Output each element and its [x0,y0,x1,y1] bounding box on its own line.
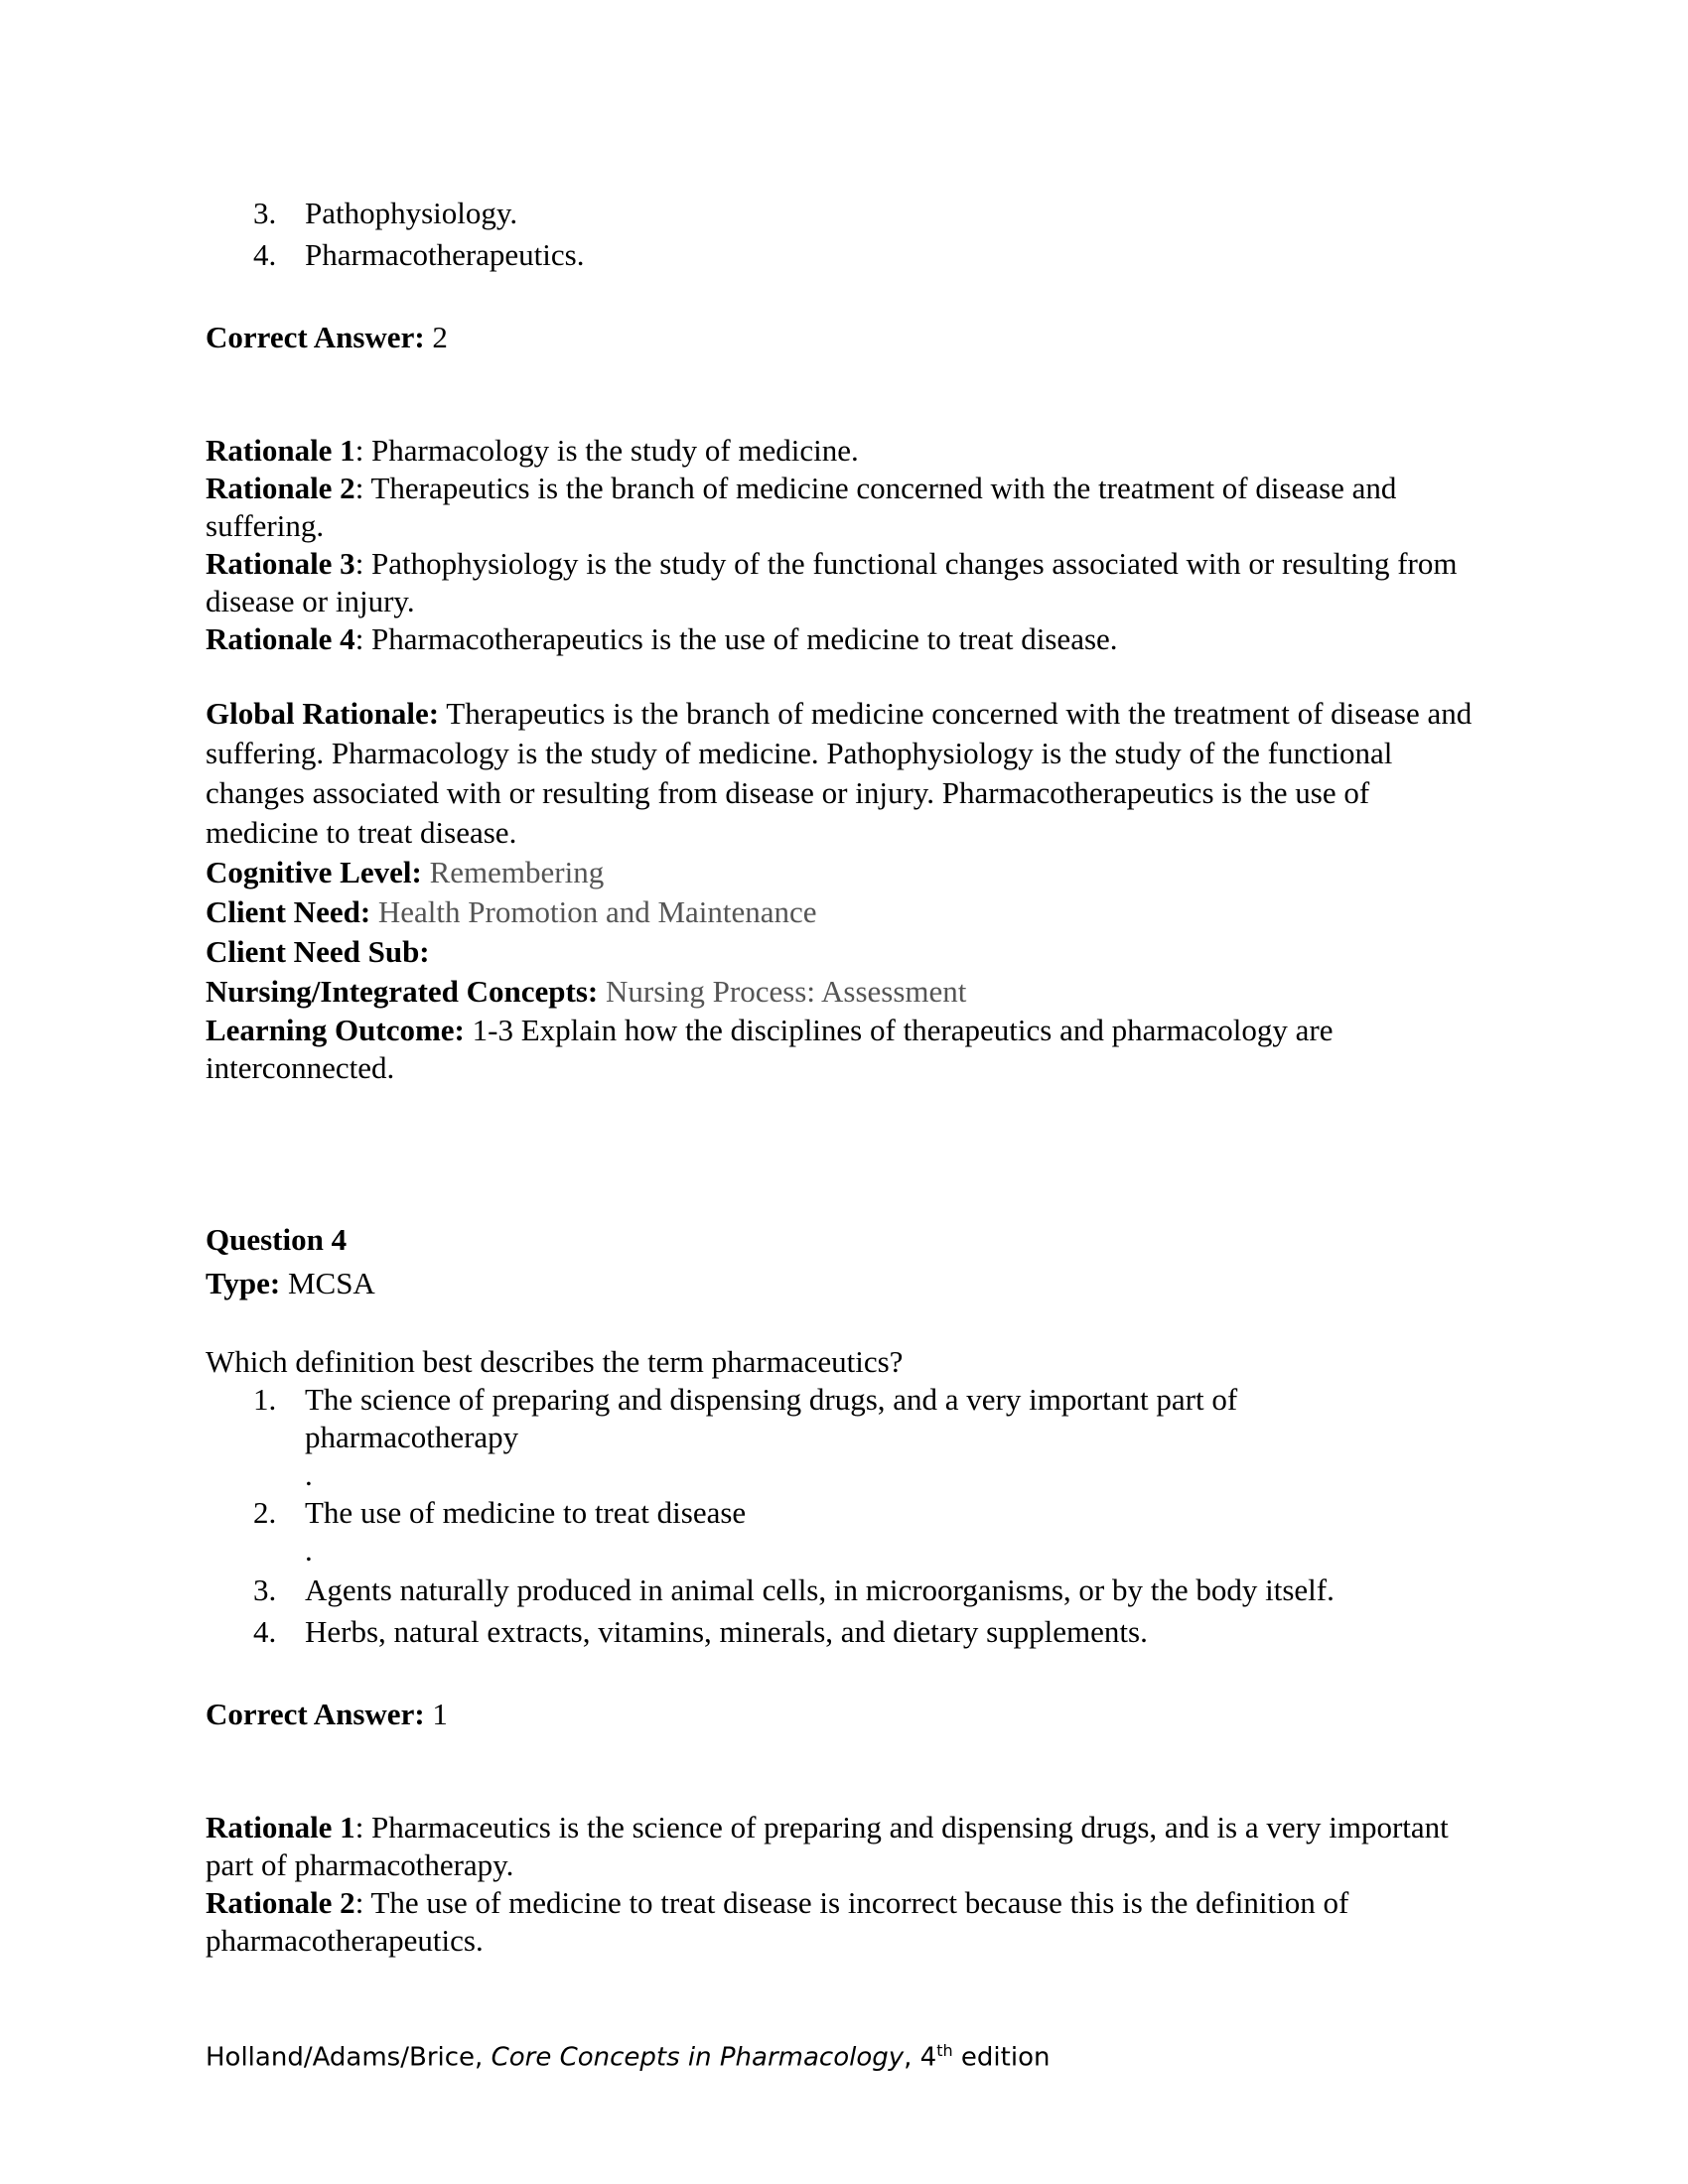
rationale-item [206,620,1486,658]
q4-option-3 [206,1571,1486,1609]
rationale-item [206,1809,1486,1884]
option-text: The use of medicine to treat disease [305,1495,747,1530]
option-trailing-dot: . [305,1533,313,1568]
rationale-item [206,545,1486,620]
nursing-concepts [206,972,1486,1012]
learning-outcome-value: 1-3 Explain how the disciplines of therapeutics and pharmacology are interconnected. [206,1013,1334,1085]
learning-outcome [206,1012,1486,1087]
rationale-label: Rationale 3 [206,546,355,581]
q4-options [206,1381,1486,1651]
rationale-text: : Therapeutics is the branch of medicine concerned with the treatment of disease and suffering. [206,471,1397,543]
footer-book-title: Core Concepts in Pharmacology [491,2042,905,2073]
option-number: 3. [253,1572,277,1607]
cognitive-level-value: Remembering [429,855,605,889]
client-need-sub-label: Client Need Sub: [206,934,430,969]
q3-options [206,195,1486,274]
client-need [206,892,1486,932]
option-text: Agents naturally produced in animal cells, in microorganisms, or by the body itself. [305,1572,1335,1607]
option-text: The science of preparing and dispensing drugs, and a very important part of pharmacotherapy [305,1382,1238,1454]
option-trailing-dot: . [305,1457,313,1492]
learning-outcome-label: Learning Outcome: [206,1013,465,1047]
rationale-label: Rationale 1 [206,1810,355,1844]
question-type [206,1262,1486,1305]
question-title: Question 4 [206,1222,348,1257]
q4-option-2 [206,1494,1486,1570]
rationale-label: Rationale 4 [206,621,355,656]
client-need-label: Client Need: [206,894,371,929]
cognitive-level-label: Cognitive Level: [206,855,422,889]
question-4 [206,1218,1486,1960]
q3-rationales [206,432,1486,658]
question-stem: Which definition best describes the term pharmaceutics? [206,1344,904,1379]
rationale-text: : Pharmacology is the study of medicine. [354,433,859,468]
q4-correct-answer [206,1696,1486,1733]
q3-metadata [206,853,1486,1087]
option-text: Pharmacotherapeutics. [305,237,585,272]
correct-answer-label: Correct Answer: [206,320,425,354]
page-content [206,195,1486,1960]
correct-answer-value: 1 [432,1697,448,1731]
rationale-text: : Pathophysiology is the study of the functional changes associated with or resulting from disease or injury. [206,546,1458,618]
option-number: 3. [253,196,277,230]
footer-separator: , 4 [904,2042,937,2073]
option-number: 2. [253,1495,277,1530]
rationale-text: : The use of medicine to treat disease is incorrect because this is the definition of pharmacotherapeutics. [206,1885,1349,1958]
rationale-label: Rationale 2 [206,471,355,505]
rationale-label: Rationale 2 [206,1885,355,1920]
rationale-item [206,1884,1486,1960]
option-text: Herbs, natural extracts, vitamins, minerals, and dietary supplements. [305,1614,1148,1649]
rationale-item [206,432,1486,470]
q4-option-4 [206,1613,1486,1651]
q4-option-1 [206,1381,1486,1494]
footer-authors: Holland/Adams/Brice, [206,2042,492,2073]
rationale-text: : Pharmacotherapeutics is the use of medicine to treat disease. [354,621,1118,656]
rationale-item [206,470,1486,545]
footer-edition: edition [952,2042,1051,2073]
global-rationale-label: Global Rationale: [206,696,440,731]
global-rationale-text: Therapeutics is the branch of medicine concerned with the treatment of disease and suffering. Pharmacology is the study of medicine. Pathophysiology is the study of the functional changes associated with or resulting from disease or injury. Pharmacotherapeutics is the use of medicine to treat disease. [206,696,1473,850]
footer-superscript: th [936,2041,953,2060]
q3-correct-answer [206,319,1486,356]
option-number: 4. [253,1614,277,1649]
question-type-label: Type: [206,1266,281,1300]
q3-global-rationale [206,694,1486,853]
client-need-sub [206,932,1486,972]
correct-answer-value: 2 [432,320,448,354]
option-number: 1. [253,1382,277,1417]
nursing-concepts-label: Nursing/Integrated Concepts: [206,974,599,1009]
q4-rationales [206,1809,1486,1960]
page-footer [206,2035,1050,2074]
cognitive-level [206,853,1486,892]
option-number: 4. [253,237,277,272]
nursing-concepts-value: Nursing Process: Assessment [606,974,967,1009]
question-type-value: MCSA [287,1266,375,1300]
q3-option-4 [206,236,1486,274]
rationale-text: : Pharmaceutics is the science of preparing and dispensing drugs, and is a very important part of pharmacotherapy. [206,1810,1449,1882]
option-text: Pathophysiology. [305,196,518,230]
q3-option-3 [206,195,1486,232]
rationale-label: Rationale 1 [206,433,355,468]
correct-answer-label: Correct Answer: [206,1697,425,1731]
client-need-value: Health Promotion and Maintenance [377,894,817,929]
